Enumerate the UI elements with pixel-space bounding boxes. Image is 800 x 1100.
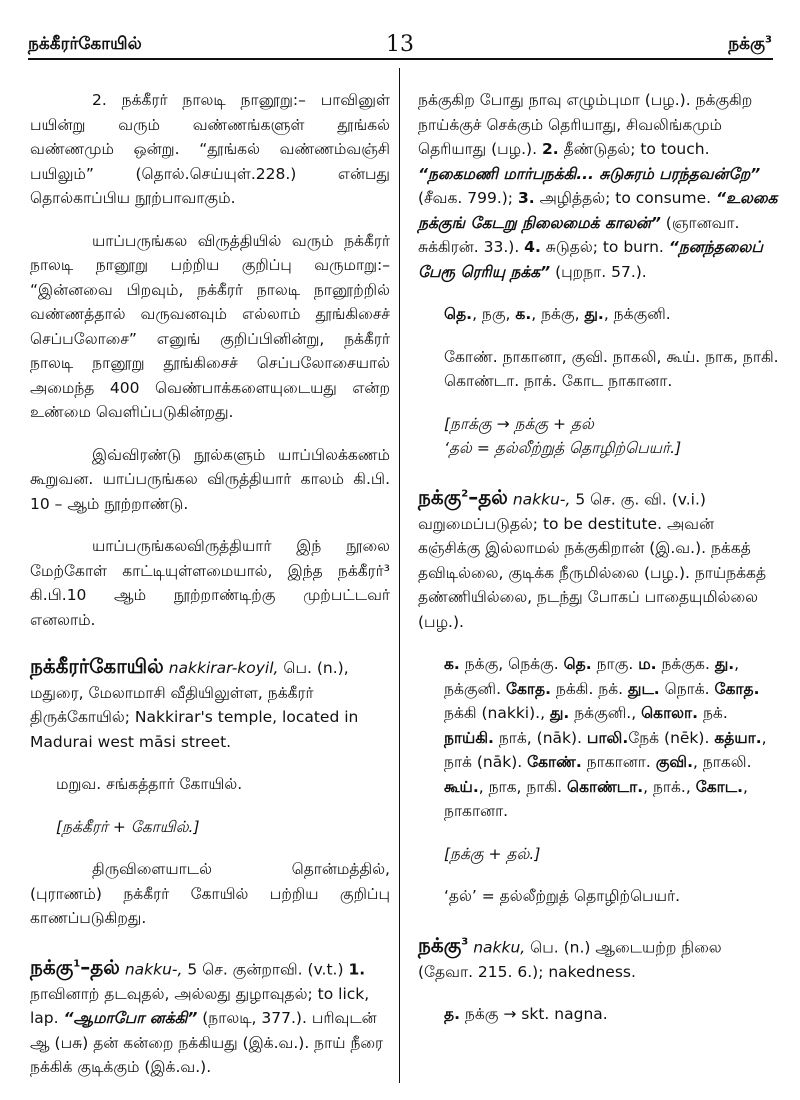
etymology-nakku-2: [நக்கு + தல்.] [444,844,541,863]
header-rule [28,58,773,60]
cognates-dravidian: தெ., நகு, க., நக்கு, து., நக்குனி. [444,305,671,323]
entry-nakku-1: நக்கு$^1$–தல் nakku-, 5 செ. குன்றாவி. (v.t.) 1. நாவினாற் தடவுதல், அல்லது துழாவுதல்; to lick, lap. “ஆமாபோ னக்கி” (நாலடி, 377.). பரிவுடன் ஆ (பசு) தன் கன்றை நக்கியது (இக்.வ.). நாய் நீரை நக்கிக் குடிக்கும் (இக்.வ.). [30,955,384,1077]
entry-nakkirar-koyil: நக்கீரர்கோயில் nakkirar-koyil, பெ. (n.), மதுரை, மேலாமாசி வீதியிலுள்ள, நக்கீரர் திருக்கோயில்; Nakkirar's temple, located in Madurai west māsi street. [30,654,359,751]
page-header [0,14,800,57]
paragraph-thiruvilaiyadal: திருவிளையாடல் தொன்மத்தில், (புராணம்) நக்கீரர் கோயில் பற்றிய குறிப்பு காணப்படுகிறது. [30,860,390,927]
sanskrit-line: த. நக்கு → skt. nagna. [444,1005,608,1024]
entry-nakku-1-continued: நக்குகிற போது நாவு எழும்புமா (பழ.). நக்குகிற நாய்க்குச் செக்கும் தெரியாது, சிவலிங்கமும் தெரியாது (பழ.). 2. தீண்டுதல்; to touch. “நகைமணி மார்பநக்கி... சுடுசுரம் பரந்தவன்றே” (சீவக. 799.); 3. அழித்தல்; to consume. “உலகை நக்குங் கேடறு நிலைமைக் காலன்” (ஞானவா. சுக்கிரன். 33.). 4. சுடுதல்; to burn. “நனந்தலைப் பேரூ ரெரியு நக்க” (புறநா. 57.). [418,91,778,281]
left-column [30,88,390,1080]
paragraph-two-books: இவ்விரண்டு நூல்களும் யாப்பிலக்கணம் கூறுவன. யாப்பருங்கல விருத்தியார் காலம் கி.பி. 10 – ஆம் நூற்றாண்டு. [30,445,390,513]
right-column [418,88,780,1027]
running-head-right: நக்கு$^3$ [728,34,772,54]
paragraph-yapparungalam: யாப்பருங்கல விருத்தியில் வரும் நக்கீரர் நாலடி நானூறு பற்றிய குறிப்பு வருமாறு:– “இன்னவை பிறவும், நக்கீரர் நாலடி நானூற்றில் வண்ணத்தால் வருவனவும் எல்லாம் தூங்கிசைச் செப்பலோசை” எனுங் குறிப்பினின்று, நக்கீரர் நாலடி நானூறு தூங்கிசைச் செப்பலோசையால் அமைந்த 400 வெண்பாக்களையுடையது என்ற உண்மை வெளிப்படுகின்றது. [30,231,390,421]
note-tal: ‘தல்’ = தல்லீற்றுத் தொழிற்பெயர். [444,887,681,906]
running-head-left: நக்கீரர்கோயில் [28,34,142,54]
entry-nakku-2: நக்கு$^2$–தல் nakku-, 5 செ. கு. வி. (v.i.) வறுமைப்படுதல்; to be destitute. அவன் கஞ்சிக்கு இல்லாமல் நக்குகிறான் (இ.வ.). நக்கத் தவிடில்லை, குடிக்க நீருமில்லை (பழ.). நாய்நக்கத் தண்ணியில்லை, நடந்து போகப் பாதையுமில்லை (பழ.). [418,485,767,631]
entry-nakku-3: நக்கு$^3$ nakku, பெ. (n.) ஆடையற்ற நிலை (தேவா. 215. 6.); nakedness. [418,933,722,981]
synonym-line: மறுவ. சங்கத்தார் கோயில். [56,775,243,793]
paragraph-naladi: 2. நக்கீரர் நாலடி நானூறு:– பாவினுள் பயின்று வரும் வண்ணங்களுள் தூங்கல் வண்ணமும் ஒன்று. “தூங்கல் வண்ணம்வஞ்சி பயிலும்” (தொல்.செய்யுள்.228.) என்பது தொல்காப்பிய நூற்பாவாகும். [30,91,390,207]
etymology-line: [நக்கீரர் + கோயில்.] [56,817,200,836]
column-divider [399,68,400,1083]
cognates-central: கோண். நாகானா, குவி. நாகலி, கூய். நாக, நாகி. கொண்டா. நாக். கோட நாகானா. [444,347,779,390]
etymology-nakku-1: [நாக்கு → நக்கு + தல் ‘தல் = தல்லீற்றுத் தொழிற்பெயர்.] [444,414,682,457]
page-number: 13 [386,32,414,57]
paragraph-date: யாப்பருங்கலவிருத்தியார் இந் நூலை மேற்கோள் காட்டியுள்ளமையால், இந்த நக்கீரர்³ கி.பி.10 ஆம் நூற்றாண்டிற்கு முற்பட்டவர் எனலாம். [30,537,390,629]
cognates-nakku-2: க. நக்கு, நெக்கு. தெ. நாகு. ம. நக்குக. து., நக்குனி. கோத. நக்கி. நக். துட. நொக். கோத. நக்கி (nakki)., து. நக்குனி., கொலா. நக். நாய்கி. நாக், (nāk). பாலி.நேக் (nēk). கத்யா., நாக் (nāk). கோண். நாகானா. குவி., நாகலி. கூய்., நாக, நாகி. கொண்டா., நாக்., கோட., நாகானா. [444,655,767,821]
